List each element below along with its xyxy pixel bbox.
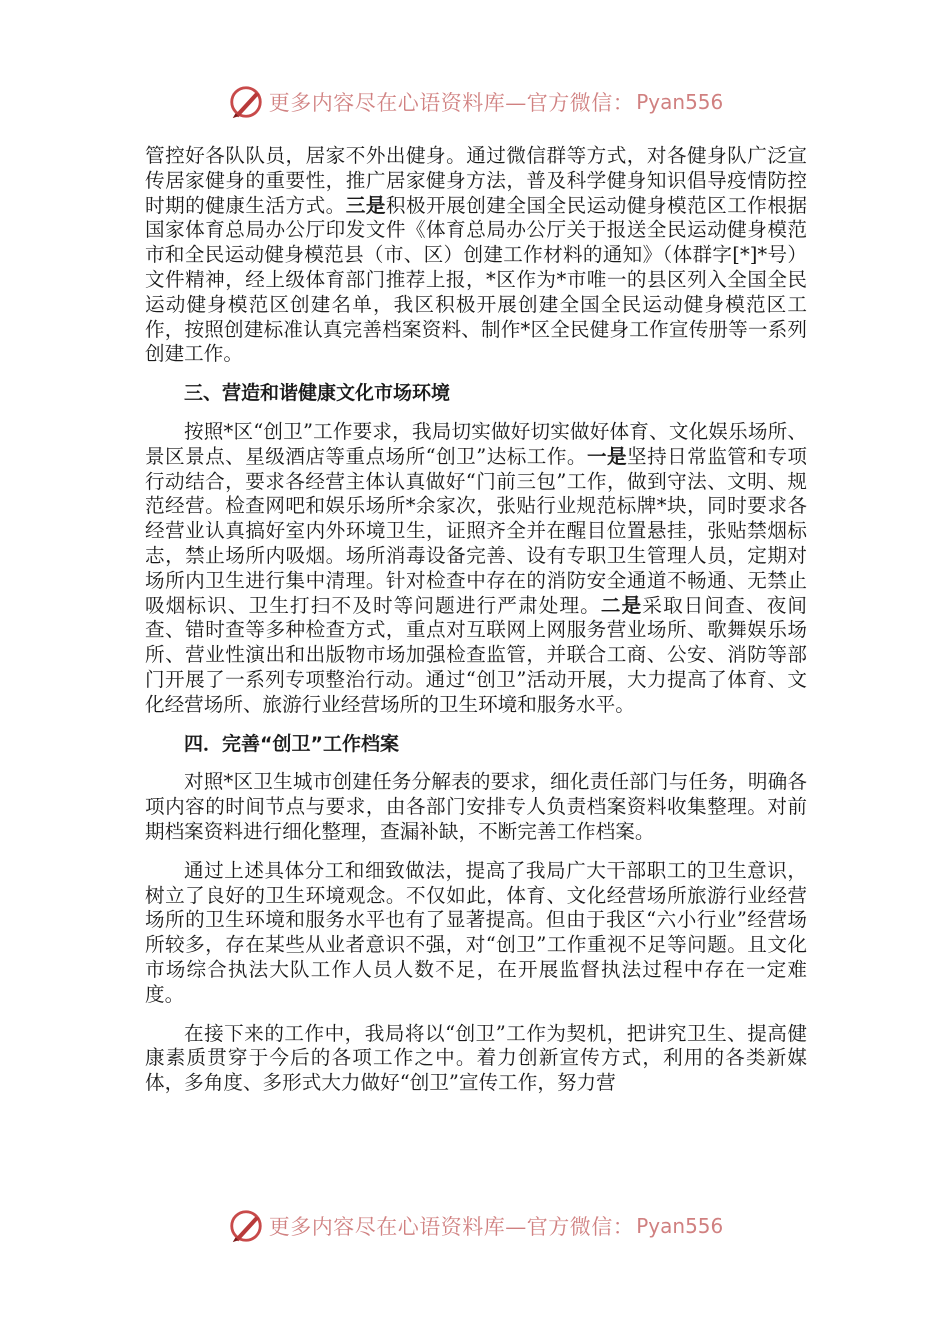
paragraph-1: 管控好各队队员，居家不外出健身。通过微信群等方式，对各健身队广泛宣传居家健身的重要性，推广居家健身方法，普及科学健身知识倡导疫情防控时期的健康生活方式。三是积极开展创建全国全民运动健身模范区工作根据国家体育总局办公厅印发文件《体育总局办公厅关于报送全民运动健身模范市和全民运动健身模范县（市、区）创建工作材料的通知》（体群字[*]*号）文件精神，经上级体育部门推荐上报，*区作为*市唯一的县区列入全国全民运动健身模范区创建名单，我区积极开展创建全国全民运动健身模范区工作，按照创建标准认真完善档案资料、制作*区全民健身工作宣传册等一系列创建工作。	[145, 144, 808, 366]
banner-wechat-id: Pyan556	[636, 1214, 724, 1238]
pen-logo-icon	[227, 1207, 265, 1245]
section-heading-3: 三、营造和谐健康文化市场环境	[184, 382, 451, 405]
paragraph-4: 通过上述具体分工和细致做法，提高了我局广大干部职工的卫生意识，树立了良好的卫生环境观念。不仅如此，体育、文化经营场所旅游行业经营场所的卫生环境和服务水平也有了显著提高。但由于我区“六小行业”经营场所较多，存在某些从业者意识不强，对“创卫”工作重视不足等问题。且文化市场综合执法大队工作人员人数不足，在开展监督执法过程中存在一定难度。	[145, 858, 807, 1006]
paragraph-2: 按照*区“创卫”工作要求，我局切实做好切实做好体育、文化娱乐场所、景区景点、星级酒店等重点场所“创卫”达标工作。一是坚持日常监管和专项行动结合，要求各经营主体认真做好“门前三包”工作，做到守法、文明、规范经营。检查网吧和娱乐场所*余家次，张贴行业规范标牌*块，同时要求各经营业认真搞好室内外环境卫生，证照齐全并在醒目位置悬挂，张贴禁烟标志，禁止场所内吸烟。场所消毒设备完善、设有专职卫生管理人员，定期对场所内卫生进行集中清理。针对检查中存在的消防安全通道不畅通、无禁止吸烟标识、卫生打扫不及时等问题进行严肃处理。二是采取日间查、夜间查、错时查等多种检查方式，重点对互联网上网服务营业场所、歌舞娱乐场所、营业性演出和出版物市场加强检查监管，并联合工商、公安、消防等部门开展了一系列专项整治行动。通过“创卫”活动开展，大力提高了体育、文化经营场所、旅游行业经营场所的卫生环境和服务水平。	[145, 419, 808, 716]
paragraph-5: 在接下来的工作中，我局将以“创卫”工作为契机，把讲究卫生、提高健康素质贯穿于今后的各项工作之中。着力创新宣传方式，利用的各类新媒体，多角度、多形式大力做好“创卫”宣传工作，努力营	[145, 1021, 807, 1095]
section-heading-4: 四．完善“创卫”工作档案	[184, 732, 399, 755]
banner-text: 更多内容尽在心语资料库—官方微信：	[268, 91, 635, 115]
paragraph-3: 对照*区卫生城市创建任务分解表的要求，细化责任部门与任务，明确各项内容的时间节点与要求，由各部门安排专人负责档案资料收集整理。对前期档案资料进行细化整理，查漏补缺，不断完善工作档案。	[145, 770, 807, 843]
banner-text: 更多内容尽在心语资料库—官方微信：	[268, 1215, 635, 1239]
pen-logo-icon	[227, 83, 265, 121]
header-banner	[0, 82, 950, 122]
document-body	[145, 144, 807, 1096]
banner-wechat-id: Pyan556	[636, 90, 724, 114]
footer-banner	[0, 1206, 950, 1246]
